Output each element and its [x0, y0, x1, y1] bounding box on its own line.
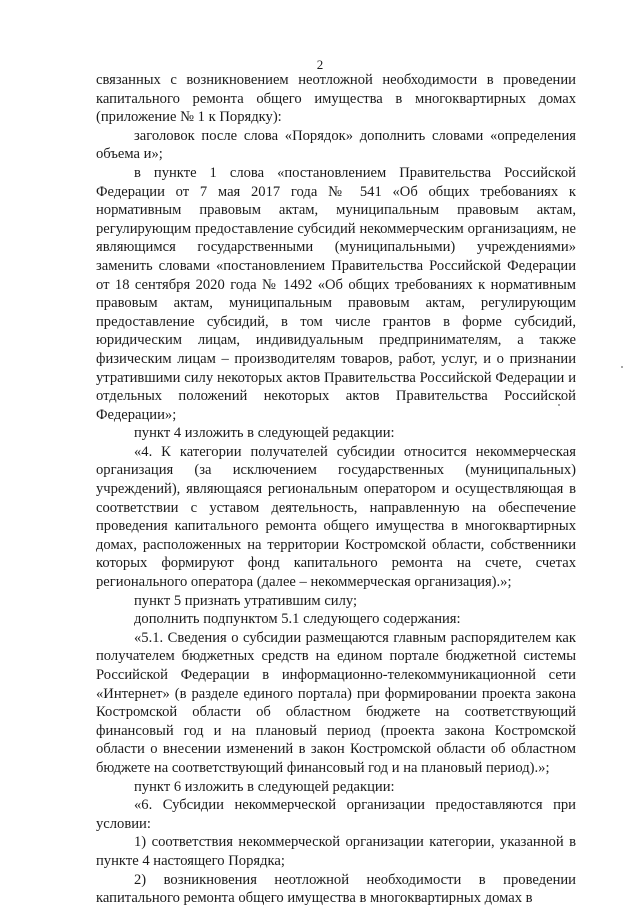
- paragraph: «6. Субсидии некоммерческой организации предоставляются при условии:: [96, 797, 576, 832]
- page-number: 2: [316, 57, 324, 72]
- paragraph: «5.1. Сведения о субсидии размещаются главным распорядителем как получателем бюджетных средств на едином портале бюджетной системы Российской Федерации в информационно-телекоммуникационной сети «Интернет» (в разделе единого портала) при формировании проекта закона Костромской области об областном бюджете на соответствующий финансовый год и на плановый период (проекта закона Костромской области о внесении изменений в закон Костромской области об областном бюджете на соответствующий финансовый год и на плановый период).»;: [96, 629, 576, 776]
- paragraph: «4. К категории получателей субсидии относится некоммерческая организация (за исключением государственных (муниципальных) учреждений), являющаяся региональным оператором и осуществляющая в соответствии с уставом деятельность, направленную на обеспечение проведения капитального ремонта общего имущества в многоквартирных домах, расположенных на территории Костромской области, собственники которых формируют фонд капитального ремонта на счете, счетах регионального оператора (далее – некоммерческая организация).»;: [96, 443, 576, 591]
- paragraph: дополнить подпунктом 5.1 следующего содержания:: [134, 611, 461, 628]
- scan-speck: [621, 366, 623, 368]
- scan-speck: [558, 404, 560, 406]
- paragraph: связанных с возникновением неотложной необходимости в проведении капитального ремонта общего имущества в многоквартирных домах (приложение № 1 к Порядку):: [96, 72, 576, 126]
- paragraph: в пункте 1 слова «постановлением Правительства Российской Федерации от 7 мая 2017 года № 541 «Об общих требованиях к нормативным правовым актам, муниципальным правовым актам, регулирующим предоставление субсидий некоммерческим организациям, не являющимся государственными (муниципальными) учреждениями» заменить словами «постановлением Правительства Российской Федерации от 18 сентября 2020 года № 1492 «Об общих требованиях к нормативным правовым актам, муниципальным правовым актам, регулирующим предоставление субсидий, в том числе грантов в форме субсидий, юридическим лицам, индивидуальным предпринимателям, а также физическим лицам – производителям товаров, работ, услуг, и о признании утратившими силу некоторых актов Правительства Российской Федерации и отдельных положений некоторых актов Правительства Российской Федерации»;: [96, 164, 576, 423]
- paragraph: заголовок после слова «Порядок» дополнить словами «определения объема и»;: [96, 127, 576, 163]
- paragraph: пункт 4 изложить в следующей редакции:: [134, 425, 395, 442]
- paragraph: пункт 6 изложить в следующей редакции:: [134, 778, 395, 795]
- paragraph: пункт 5 признать утратившим силу;: [134, 592, 358, 609]
- paragraph: 2) возникновения неотложной необходимости в проведении капитального ремонта общего имущества в многоквартирных домах в: [96, 871, 576, 907]
- paragraph: 1) соответствия некоммерческой организации категории, указанной в пункте 4 настоящего Порядка;: [96, 834, 576, 869]
- document-body: [96, 71, 576, 908]
